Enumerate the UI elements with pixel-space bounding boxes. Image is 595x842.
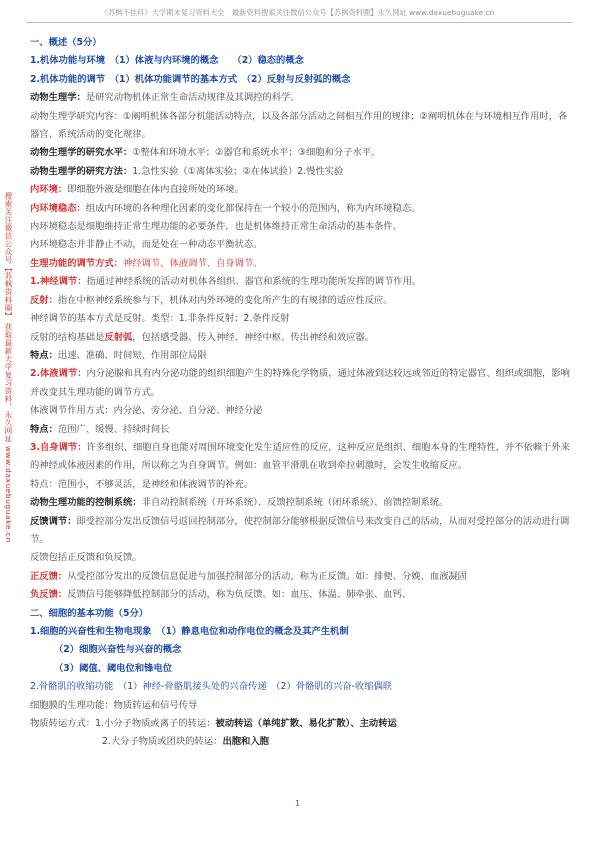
outline-item-skeletal-muscle: 2.骨骼肌的收缩功能 （1）神经-骨骼肌接头处的兴奋传递 （2）骨骼肌的兴奋-收缩偶联 bbox=[30, 681, 393, 693]
feedback-types: 反馈包括正反馈和负反馈。 bbox=[30, 552, 142, 564]
humoral-modes: 体液调节作用方式：内分泌、旁分泌、自分泌、神经分泌 bbox=[30, 405, 263, 417]
side-watermark: 搜索关注微信公众号【苏枫资料圈】 获取最新大学复习资料，永久网址 www.daxuebuguake.cn bbox=[4, 192, 13, 543]
research-methods: 动物生理学的研究方法：1.急性实验（①离体实验；②在体试验）2.慢性实验 bbox=[30, 165, 344, 177]
neural-basic-mode: 神经调节的基本方式是反射。类型：1.非条件反射；2.条件反射 bbox=[30, 313, 290, 325]
def-feedback: 反馈调节：即受控部分发出反馈信号返回控制部分，使控制部分能够根据反馈信号来改变自己的活动，从而对受控部分的活动进行调节。 bbox=[30, 515, 570, 545]
transport-small-molecules: 物质转运方式：1.小分子物质或离子的转运：被动转运（单纯扩散、易化扩散）、主动转运 bbox=[30, 718, 397, 730]
outline-item-excitability-concept: （2）细胞兴奋性与兴奋的概念 bbox=[54, 644, 182, 656]
section-title-cell-functions: 二、细胞的基本功能（5分） bbox=[30, 607, 149, 619]
def-animal-physiology: 动物生理学：是研究动物机体正常生命活动规律及其调控的科学。 bbox=[30, 92, 300, 104]
page-number: 1 bbox=[294, 799, 301, 808]
research-levels: 动物生理学的研究水平：①整体和环境水平；②器官和系统水平；③细胞和分子水平。 bbox=[30, 147, 381, 159]
homeostasis-note-2: 内环境稳态并非静止不动，而是处在一种动态平衡状态。 bbox=[30, 239, 263, 251]
page-header: 《苏枫不挂科》大学期末复习资料大全 最新资料搜索关注微信公众号【苏枫资料圈】永久网址 www.daxuebuguake.cn bbox=[100, 8, 495, 17]
membrane-functions: 细胞膜的生理功能：物质转运和信号传导 bbox=[30, 699, 198, 711]
outline-item-threshold: （3）阈值、阈电位和锋电位 bbox=[54, 662, 173, 674]
def-neural-regulation: 1.神经调节：指通过神经系统的活动对机体各组织、器官和系统的生理功能所发挥的调节作用。 bbox=[30, 276, 422, 288]
neural-features: 特点：迅速、准确、时间短、作用部位局限 bbox=[30, 349, 207, 361]
humoral-features: 特点：范围广、缓慢、持续时间长 bbox=[30, 423, 170, 435]
control-systems: 动物生理功能的控制系统：非自动控制系统（开环系统）、反馈控制系统（闭环系统）、前馈控制系统。 bbox=[30, 497, 449, 509]
homeostasis-note-1: 内环境稳态是细胞维持正常生理功能的必要条件，也是机体维持正常生命活动的基本条件。 bbox=[30, 221, 402, 233]
outline-item-excitability: 1.细胞的兴奋性和生物电现象 （1）静息电位和动作电位的概念及其产生机制 bbox=[30, 626, 349, 637]
def-humoral-regulation: 2.体液调节：内分泌腺和具有内分泌功能的组织细胞产生的特殊化学物质，通过体液到达较远或邻近的特定器官、组织或细胞，影响并改变其生理功能的调节方式。 bbox=[30, 368, 570, 398]
header-divider bbox=[26, 22, 572, 23]
research-content: 动物生理学研究内容：①阐明机体各部分机能活动特点，以及各部分活动之间相互作用的规律；②阐明机体在与环境相互作用时，各器官、系统活动的变化规律。 bbox=[30, 110, 568, 141]
def-internal-environment: 内环境：即细胞外液是细胞在体内直接所处的环境。 bbox=[30, 184, 244, 196]
reflex-arc: 反射的结构基础是反射弧，包括感受器、传入神经、神经中枢、传出神经和效应器。 bbox=[30, 331, 375, 343]
def-homeostasis: 内环境稳态：组成内环境的各种理化因素的变化都保持在一个较小的范围内，称为内环境稳态。 bbox=[30, 202, 421, 214]
outline-item-function-environment: 1.机体功能与环境 （1）体液与内环境的概念 （2）稳态的概念 bbox=[30, 55, 304, 67]
autoregulation-features: 特点：范围小，不够灵活，是神经和体液调节的补充。 bbox=[30, 478, 254, 490]
term: 动物生理学： bbox=[30, 92, 86, 104]
regulation-modes: 生理功能的调节方式：神经调节、体液调节、自身调节。 bbox=[30, 257, 263, 269]
def-autoregulation: 3.自身调节：许多组织、细胞自身也能对周围环境变化发生适应性的反应，这种反应是组织、细胞本身的生理特性，并不依赖于外来的神经或体液因素的作用，所以称之为自身调节。例如：血管平滑肌在收到牵拉刺激时，会发生收缩反应。 bbox=[30, 441, 570, 472]
transport-large-molecules: 2.大分子物质或团块的转运：出胞和入胞 bbox=[102, 736, 269, 748]
section-title-overview: 一、概述（5分） bbox=[30, 37, 102, 48]
def-reflex: 反射：指在中枢神经系统参与下，机体对内外环境的变化所产生的有规律的适应性反应。 bbox=[30, 294, 393, 306]
def-positive-feedback: 正反馈：从受控部分发出的反馈信息促进与加强控制部分的活动，称为正反馈。如：排便、分娩、血液凝固 bbox=[30, 570, 467, 582]
def-negative-feedback: 负反馈：反馈信号能够降低控制部分的活动，称为负反馈。如：血压、体温、肺牵张、血钙、 bbox=[30, 589, 412, 601]
document-body bbox=[30, 34, 570, 752]
outline-item-function-regulation: 2.机体功能的调节 （1）机体功能调节的基本方式 （2）反射与反射弧的概念 bbox=[30, 73, 351, 85]
